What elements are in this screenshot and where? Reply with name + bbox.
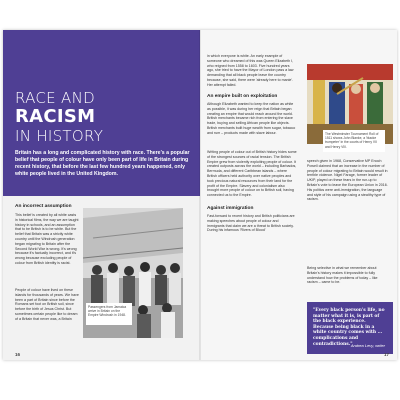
page-number-left: 16 — [15, 352, 21, 357]
section-heading-assumption: An incorrect assumption — [15, 204, 72, 209]
right-page — [200, 30, 397, 360]
photo-caption-windrush: Passengers from Jamaica arrive in Britain on the Empire Windrush in 1948. — [86, 303, 132, 325]
right-col2-text-1: speech given in 1968, Conservative MP Enoch Powell claimed that an increase in the number of people of colour migrating to Britain would result in terrible violence. Nigel Farage, former leader of UKIP, played on these fears in the run-up to Britain's vote to leave the European Union in 2016. His politics were anti-immigration, the language and style of his campaign using a stealthy type of racism. — [307, 159, 388, 202]
pull-quote: "Every black person's life, no matter what it is, is part of the black experience. Because being black in a white country comes with ... complications and contradictions." — [313, 308, 385, 347]
intro-paragraph: Britain has a long and complicated history with race. There's a popular belief that people of colour have only been part of life in Britain during recent history, that before the last few hundred years happened, only white people lived in the United Kingdom. — [15, 150, 190, 177]
left-page — [3, 30, 200, 360]
section-text-assumption-2: People of colour have lived on these islands for thousands of years. We have been a part of Britain since before the Romans set foot on British soil, since before the birth of Jesus Christ. But sometimes certain people like to dream of a Britain that never was, a Britain — [15, 288, 79, 321]
book-gutter — [199, 30, 201, 360]
book-spread — [3, 30, 397, 360]
right-col2-text-2: Being selective in what we remember about Britain's history makes it impossible to fully understand how the problems of today – like racism – came to be. — [307, 266, 378, 285]
right-col1-text-3: Writing people of colour out of British history hides some of the strongest sources of racial tension. The British Empire grew from violently exploiting people of colour. It created outposts across the world – including Barbados, Bermuda, and different Caribbean islands – where British officers held authority over native peoples and took precious natural resources from their land for the profit of the Empire. Slavery and colonialism also brought more people of colour on to British soil, having connected us to the Empire. — [207, 150, 297, 198]
section-heading-immigration: Against immigration — [207, 206, 254, 211]
title-panel — [3, 30, 200, 196]
right-col1-text-2: Although Elizabeth wanted to keep the nation as white as possible, it was during her reign that Britain began creating an empire that would reach around the world. British merchants became rich from entering the slave trade, buying and selling African people like objects. British merchants built huge wealth from sugar, tobacco and rum – products made with slave labour. — [207, 102, 296, 135]
quote-author: Andrea Levy, writer — [350, 343, 385, 348]
title-line-2: RACISM — [15, 106, 96, 127]
title-line-3: IN HISTORY — [15, 127, 104, 145]
right-col1-text-1: in which everyone is white. An early example of someone who dreamed of this was Queen Elizabeth I, who reigned from 1558 to 1603. Five hundred years ago, she tried to have the Mayor of London pass a law demanding that all black people leave the country because, she said, there were 'already here to manie'. Her attempt failed. — [207, 54, 294, 87]
section-heading-empire: An empire built on exploitation — [207, 94, 278, 99]
page-number-right: 17 — [383, 352, 389, 357]
title-line-1: RACE AND — [15, 89, 95, 107]
photo-caption-tournament: The Westminster Tournament Roll of 1511 shows John Blanke, a 'blacke trumpeter' in the courts of Henry VII and Henry VIII. — [323, 130, 385, 152]
section-text-assumption: This belief is created by all white casts in historical films, the way we are taught history in schools, and an assumption that to be British is to be white. But the belief that Britain was a strictly white country until the Windrush generation began migrating to Britain after the Second World War is wrong. It's wrong because it's factually incorrect, and it's wrong because excluding people of colour from British identity is racist. — [15, 213, 79, 265]
quote-panel — [307, 302, 393, 354]
right-col1-text-4: Fast-forward to recent history and British politicians are making speeches about people of colour and immigrants that claim we are a threat to British society. During his infamous 'Rivers of Blood' — [207, 214, 295, 233]
